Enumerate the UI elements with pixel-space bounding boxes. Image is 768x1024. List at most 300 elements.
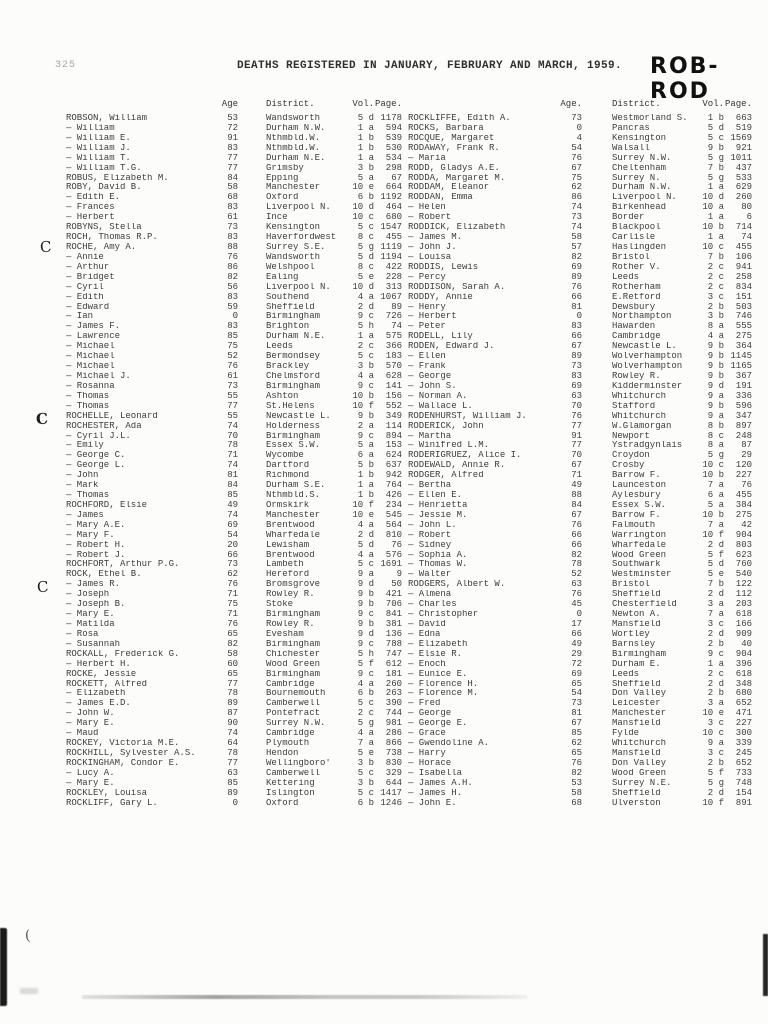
entry-vol: 1 b [357,470,374,481]
entry-district: Essex S.W. [266,441,321,451]
entry-name: RODERIGRUEZ, Alice I. [408,451,522,461]
entry-vol: 2 b [707,688,724,699]
entry-name: — Grace [408,729,446,739]
entry-district: Richmond [266,471,310,481]
entry-age: 81 [571,708,582,719]
entry-age: 17 [571,619,582,630]
entry-vol: 9 b [707,341,724,352]
entry-district: Barrow F. [612,471,661,481]
entry-district: Oxford [266,798,299,808]
entry-name: — James A.H. [408,778,473,788]
entry-page: 539 [385,132,402,143]
entry-page: 339 [735,738,752,749]
entry-district: Bristol [612,252,650,262]
entry-district: Mansfield [612,749,661,758]
entry-name: — David [408,620,446,630]
entry-age: 82 [571,251,582,262]
entry-age: 63 [227,767,238,778]
entry-page: 80 [741,202,752,213]
entry-name: ROCKHILL, Sylvester A.S. [66,749,196,758]
entry-age: 77 [227,678,238,689]
entry-age: 49 [227,499,238,510]
entry-district: Chelmsford [266,371,321,381]
entry-page: 921 [735,142,752,153]
entry-district: Manchester [266,510,321,520]
entry-name: — George L. [66,461,126,471]
entry-name: — Lawrence [66,332,121,342]
entry-district: Fylde [612,729,640,739]
entry-district: Wandsworth [266,114,321,123]
entry-district: Haverfordwest [266,233,337,243]
entry-district: Newton A. [612,610,661,620]
entry-age: 77 [571,420,582,431]
entry-age: 75 [227,341,238,352]
entry-district: Wood Green [266,659,321,669]
entry-district: Birmingham [266,312,321,322]
entry-vol: 7 b [707,162,724,173]
entry-vol: 3 a [707,698,724,709]
entry-page: 87 [741,440,752,451]
entry-name: — Ian [66,312,94,322]
entry-age: 58 [227,182,238,193]
entry-age: 66 [227,549,238,560]
entry-name: — George E. [408,719,468,729]
entry-age: 53 [227,113,238,123]
entry-vol: 9 d [707,380,724,391]
entry-vol: 2 c [707,668,724,679]
entry-age: 0 [576,311,582,322]
header-district: District. [266,99,315,109]
entry-vol: 10 f [702,797,724,808]
entry-age: 82 [571,767,582,778]
entry-vol: 4 a [357,728,374,739]
entry-page: 260 [385,678,402,689]
entry-name: — James F. [66,322,121,332]
entry-vol: 7 a [707,609,724,620]
entry-name: — John L. [408,520,457,530]
entry-district: Durham S.E. [266,481,326,491]
entry-name: — Thomas [66,491,110,501]
entry-page: 530 [385,142,402,153]
entry-district: Wood Green [612,550,667,560]
entry-district: Southend [266,292,310,302]
entry-name: — William E. [66,133,131,143]
entry-vol: 2 d [707,787,724,798]
entry-page: 9 [396,569,402,580]
entry-vol: 10 f [702,529,724,540]
entry-page: 746 [735,311,752,322]
entry-age: 83 [227,291,238,302]
entry-age: 82 [227,638,238,649]
entry-page: 1547 [380,222,402,233]
entry-vol: 3 c [707,718,724,729]
entry-name: — Robert [408,213,452,223]
entry-page: 89 [391,301,402,312]
entry-name: — Eunice E. [408,669,468,679]
entry-age: 55 [227,410,238,421]
entry-age: 62 [571,738,582,749]
entry-vol: 5 d [707,559,724,570]
entry-age: 0 [576,609,582,620]
entry-vol: 5 g [707,450,724,461]
entry-page: 760 [735,559,752,570]
entry-age: 69 [571,261,582,272]
entry-page: 347 [735,410,752,421]
entry-age: 65 [571,678,582,689]
entry-page: 576 [385,549,402,560]
entry-age: 73 [571,361,582,372]
entry-age: 58 [227,648,238,659]
entry-vol: 5 e [707,569,724,580]
entry-vol: 9 b [357,410,374,421]
entry-district: Brackley [266,362,310,372]
entry-page: 1192 [380,192,402,203]
entry-page: 664 [385,182,402,193]
entry-vol: 6 b [357,688,374,699]
entry-age: 91 [571,430,582,441]
entry-age: 62 [571,182,582,193]
pencil-margin-mark: C [39,237,53,257]
table-row [66,422,402,432]
entry-age: 76 [227,251,238,262]
entry-district: Rowley R. [266,620,315,630]
entry-name: RODGERS, Albert W. [408,580,506,590]
entry-vol: 2 c [707,261,724,272]
entry-page: 367 [735,370,752,381]
entry-page: 680 [735,688,752,699]
entry-vol: 10 f [352,499,374,510]
entry-page: 570 [385,361,402,372]
entry-vol: 10 c [702,728,724,739]
entry-vol: 9 d [357,579,374,590]
entry-district: Nthmbld.W. [266,133,321,143]
entry-page: 866 [385,738,402,749]
entry-age: 73 [227,222,238,233]
entry-age: 83 [227,142,238,153]
entry-page: 909 [735,628,752,639]
entry-name: — William T. [66,153,131,163]
entry-age: 0 [232,311,238,322]
header-page: Page. [374,99,402,109]
entry-vol: 5 a [357,172,374,183]
entry-name: RODERICK, John [408,421,484,431]
entry-age: 76 [227,361,238,372]
entry-vol: 10 e [352,509,374,520]
entry-vol: 9 c [357,380,374,391]
entry-page: 181 [385,668,402,679]
entry-page: 112 [735,589,752,600]
entry-name: ROCKS, Barbara [408,123,484,133]
entry-name: RODEN, Edward J. [408,342,495,352]
entry-vol: 10 d [702,192,724,203]
entry-vol: 5 c [357,767,374,778]
entry-age: 71 [227,589,238,600]
entry-district: Newcastle L. [266,411,331,421]
entry-age: 84 [571,499,582,510]
entry-district: Stafford [612,401,656,411]
pencil-margin-mark: C [35,409,49,429]
entry-page: 1145 [730,351,752,362]
entry-age: 89 [227,787,238,798]
entry-page: 154 [735,787,752,798]
entry-page: 364 [735,341,752,352]
entry-page: 40 [741,638,752,649]
entry-age: 68 [227,192,238,203]
entry-district: Grimsby [266,163,304,173]
scan-artifact-dot [20,988,38,994]
header-page: Page. [724,99,752,109]
entry-page: 1119 [380,241,402,252]
entry-vol: 6 b [357,797,374,808]
entry-age: 78 [571,559,582,570]
entry-page: 422 [385,261,402,272]
entry-vol: 2 d [357,529,374,540]
entry-page: 396 [735,658,752,669]
entry-page: 644 [385,777,402,788]
entry-name: — Frank [408,362,446,372]
entry-age: 71 [571,470,582,481]
entry-page: 1569 [730,132,752,143]
entry-page: 234 [385,499,402,510]
entry-district: Whitchurch [612,391,667,401]
entry-age: 56 [227,281,238,292]
entry-page: 166 [735,619,752,630]
entry-district: Mansfield [612,719,661,729]
entry-page: 313 [385,281,402,292]
entry-age: 82 [227,271,238,282]
entry-vol: 2 c [707,281,724,292]
entry-district: Walsall [612,143,650,153]
entry-district: Cambridge [612,332,661,342]
entry-page: 623 [735,549,752,560]
entry-age: 67 [571,341,582,352]
entry-vol: 9 a [707,410,724,421]
entry-age: 90 [227,718,238,729]
entry-district: Aylesbury [612,491,661,501]
entry-district: W.Glamorgan [612,421,672,431]
entry-page: 747 [385,648,402,659]
entry-page: 663 [735,113,752,123]
entry-age: 83 [227,321,238,332]
entry-age: 86 [227,261,238,272]
entry-district: Haslingden [612,242,667,252]
entry-district: Stoke [266,600,294,610]
entry-name: RODDICK, Elizabeth [408,223,506,233]
entry-district: Camberwell [266,768,321,778]
entry-page: 894 [385,430,402,441]
entry-district: Wandsworth [266,252,321,262]
entry-age: 58 [571,232,582,243]
entry-name: — Walter [408,570,452,580]
entry-page: 904 [735,529,752,540]
entry-vol: 9 c [357,609,374,620]
entry-district: Chesterfield [612,600,677,610]
entry-vol: 1 a [707,182,724,193]
entry-district: Leeds [612,669,640,679]
entry-age: 54 [227,529,238,540]
entry-page: 897 [735,420,752,431]
entry-district: Sheffield [612,788,661,798]
entry-vol: 6 a [357,450,374,461]
entry-district: Durham N.E. [266,332,326,342]
entry-page: 42 [741,519,752,530]
entry-name: — Matilda [66,620,115,630]
entry-age: 78 [227,688,238,699]
entry-age: 45 [571,599,582,610]
entry-district: Leicester [612,699,661,709]
entry-vol: 10 f [352,400,374,411]
entry-district: Wellingboro' [266,758,331,768]
entry-page: 503 [735,301,752,312]
entry-age: 83 [227,232,238,243]
entry-vol: 2 b [707,301,724,312]
entry-name: — Elizabeth [408,639,468,649]
entry-age: 70 [571,400,582,411]
entry-vol: 3 c [707,619,724,630]
entry-name: — Herbert [408,312,457,322]
entry-name: — Christopher [408,610,479,620]
entry-district: Newport [612,431,650,441]
entry-page: 455 [735,241,752,252]
entry-district: Durham N.W. [266,123,326,133]
entry-age: 85 [227,490,238,501]
entry-district: Durham N.E. [266,153,326,163]
entry-name: ROBSON, William [66,114,148,123]
entry-name: — George C. [66,451,126,461]
entry-vol: 8 c [357,261,374,272]
entry-vol: 5 g [707,152,724,163]
entry-age: 81 [227,470,238,481]
entry-vol: 9 b [357,619,374,630]
entry-district: Westminster [612,570,672,580]
entry-vol: 1 a [357,122,374,133]
entry-vol: 4 a [357,678,374,689]
entry-age: 75 [227,599,238,610]
entry-vol: 9 b [357,599,374,610]
entry-page: 1417 [380,787,402,798]
entry-age: 83 [571,370,582,381]
entry-name: — Bridget [66,272,115,282]
entry-name: RODAWAY, Frank R. [408,143,500,153]
entry-district: Barnsley [612,639,656,649]
entry-age: 88 [227,241,238,252]
entry-district: Birmingham [266,639,321,649]
entry-name: — Louisa [408,252,452,262]
entry-page: 153 [385,440,402,451]
entry-name: — Almena [408,590,452,600]
entry-name: — Maud [66,729,99,739]
entry-vol: 8 a [707,321,724,332]
entry-vol: 9 c [357,638,374,649]
entry-name: — Joseph [66,590,110,600]
entry-name: — Thomas W. [408,560,468,570]
entry-page: 76 [741,480,752,491]
entry-district: Hereford [266,570,310,580]
entry-vol: 8 b [707,420,724,431]
entry-vol: 10 d [352,202,374,213]
entry-page: 1011 [730,152,752,163]
entry-vol: 7 b [707,579,724,590]
entry-page: 260 [735,192,752,203]
entry-page: 714 [735,222,752,233]
entry-name: — Ellen [408,352,446,362]
entry-district: Bermondsey [266,352,321,362]
entry-name: — Peter [408,322,446,332]
entry-district: Newcastle L. [612,342,677,352]
entry-district: Liverpool N. [266,282,331,292]
entry-district: Birmingham [266,669,321,679]
entry-name: — Florence H. [408,679,479,689]
entry-name: — Edith E. [66,193,121,203]
header-district: District. [612,99,661,109]
entry-age: 69 [571,380,582,391]
entry-page: 904 [735,648,752,659]
entry-age: 89 [227,698,238,709]
entry-name: — Thomas [66,401,110,411]
entry-vol: 9 b [707,400,724,411]
entry-name: — James [66,510,104,520]
entry-vol: 10 d [352,281,374,292]
entry-page: 810 [385,529,402,540]
entry-page: 1178 [380,113,402,123]
entry-page: 275 [735,509,752,520]
header-vol: Vol. [702,99,724,109]
right-column-header [408,99,752,109]
entry-name: — William J. [66,143,131,153]
entry-page: 981 [385,718,402,729]
entry-page: 286 [385,728,402,739]
entry-vol: 8 a [707,440,724,451]
entry-vol: 3 b [707,311,724,322]
entry-district: Westmorland S. [612,114,688,123]
entry-district: Islington [266,788,315,798]
header-vol: Vol. [352,99,374,109]
entry-age: 89 [571,351,582,362]
entry-page: 384 [735,499,752,510]
entry-district: Birmingham [266,431,321,441]
entry-page: 227 [735,718,752,729]
entry-name: — Sophia A. [408,550,468,560]
entry-page: 120 [735,460,752,471]
entry-vol: 2 c [357,708,374,719]
entry-vol: 9 b [357,589,374,600]
entry-name: — Mary E. [66,778,115,788]
entry-vol: 9 c [707,648,724,659]
entry-name: — Wallace L. [408,401,473,411]
entry-page: 348 [735,678,752,689]
entry-vol: 6 b [357,192,374,203]
entry-page: 545 [385,509,402,520]
entry-name: — Mary A.E. [66,520,126,530]
entry-page: 534 [385,152,402,163]
entry-vol: 9 b [707,351,724,362]
entry-page: 258 [735,271,752,282]
entry-age: 60 [227,658,238,669]
entry-page: 519 [735,122,752,133]
entry-age: 73 [571,212,582,223]
entry-vol: 2 d [707,628,724,639]
entry-vol: 4 a [357,549,374,560]
entry-page: 390 [385,698,402,709]
entry-vol: 9 a [707,738,724,749]
entry-name: RODDAN, Emma [408,193,473,203]
entry-vol: 2 b [707,757,724,768]
entry-district: Cheltenham [612,163,667,173]
entry-district: Lambeth [266,560,304,570]
entry-vol: 4 a [357,519,374,530]
entry-age: 85 [227,777,238,788]
entry-district: Carlisle [612,233,656,243]
